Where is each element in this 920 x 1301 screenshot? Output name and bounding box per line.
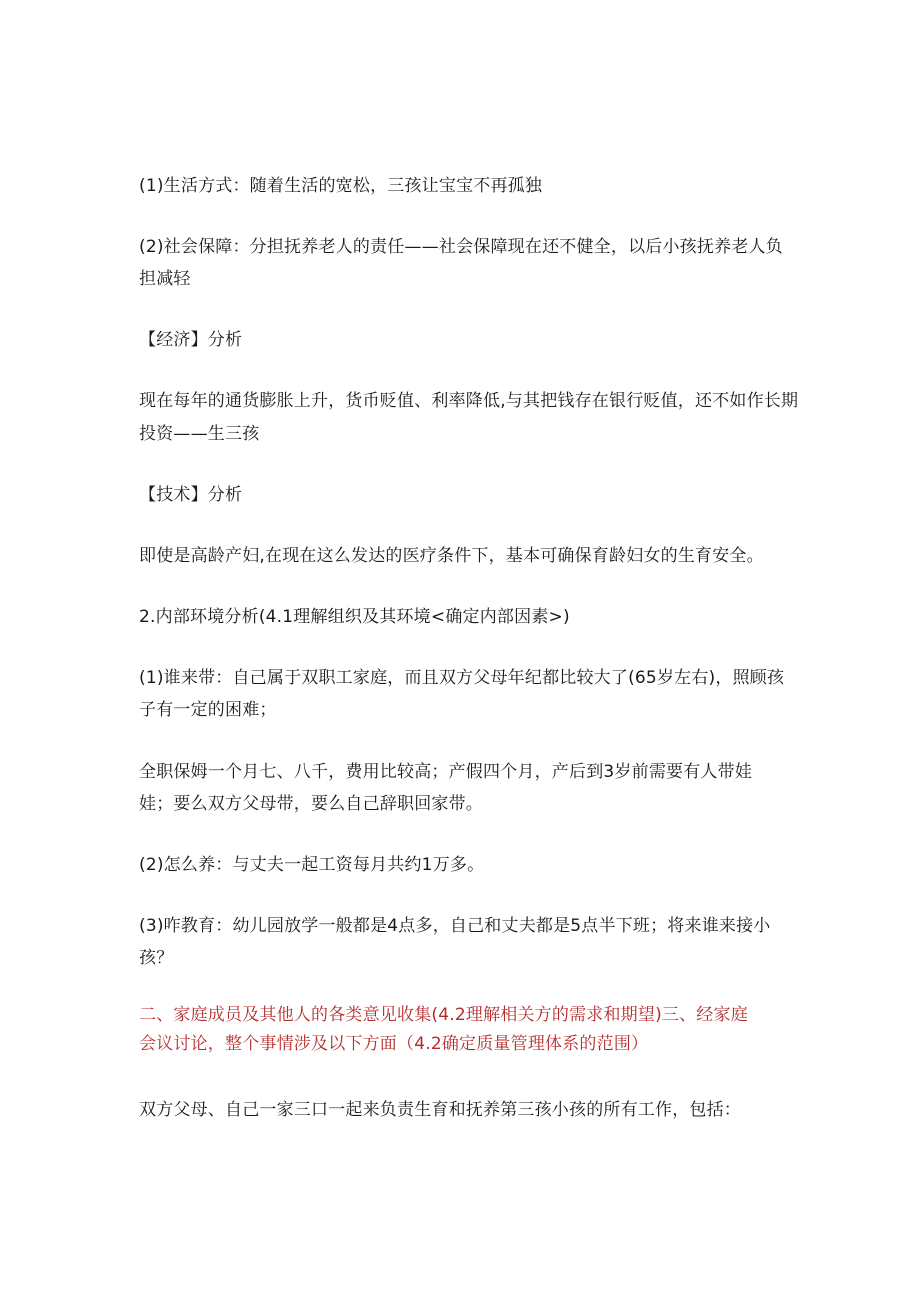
paragraph-education-cont: 孩？ (139, 948, 174, 968)
heading-internal-environment: 2.内部环境分析(4.1理解组织及其环境<确定内部因素>) (139, 607, 570, 627)
paragraph-technical: 即使是高龄产妇,在现在这么发达的医疗条件下，基本可确保育龄妇女的生育安全。 (139, 546, 764, 566)
paragraph-social-security: (2)社会保障：分担抚养老人的责任——社会保障现在还不健全，以后小孩抚养老人负 (139, 237, 783, 257)
heading-economic-analysis: 【经济】分析 (139, 330, 243, 350)
heading-family-meeting: 会议讨论，整个事情涉及以下方面（4.2确定质量管理体系的范围） (139, 1034, 649, 1054)
heading-technical-analysis: 【技术】分析 (139, 485, 243, 505)
paragraph-lifestyle: (1)生活方式：随着生活的宽松，三孩让宝宝不再孤独 (139, 176, 543, 196)
paragraph-economic-cont: 投资——生三孩 (139, 424, 260, 444)
heading-opinions-collection: 二、家庭成员及其他人的各类意见收集(4.2理解相关方的需求和期望)三、经家庭 (139, 1005, 748, 1025)
paragraph-responsibilities: 双方父母、自己一家三口一起来负责生育和抚养第三孩小孩的所有工作，包括： (139, 1100, 741, 1120)
paragraph-social-security-cont: 担减轻 (139, 269, 191, 289)
paragraph-who-cares-cont: 子有一定的困难； (139, 700, 277, 720)
paragraph-education: (3)咋教育：幼儿园放学一般都是4点多，自己和丈夫都是5点半下班；将来谁来接小 (139, 916, 771, 936)
paragraph-who-cares: (1)谁来带：自己属于双职工家庭，而且双方父母年纪都比较大了(65岁左右)，照顾孩 (139, 668, 785, 688)
paragraph-how-raise: (2)怎么养：与丈夫一起工资每月共约1万多。 (139, 855, 485, 875)
paragraph-nanny-cont: 娃；要么双方父母带，要么自己辞职回家带。 (139, 794, 483, 814)
paragraph-economic: 现在每年的通货膨胀上升，货币贬值、利率降低,与其把钱存在银行贬值，还不如作长期 (139, 391, 799, 411)
paragraph-nanny: 全职保姆一个月七、八千，费用比较高；产假四个月，产后到3岁前需要有人带娃 (139, 762, 753, 782)
